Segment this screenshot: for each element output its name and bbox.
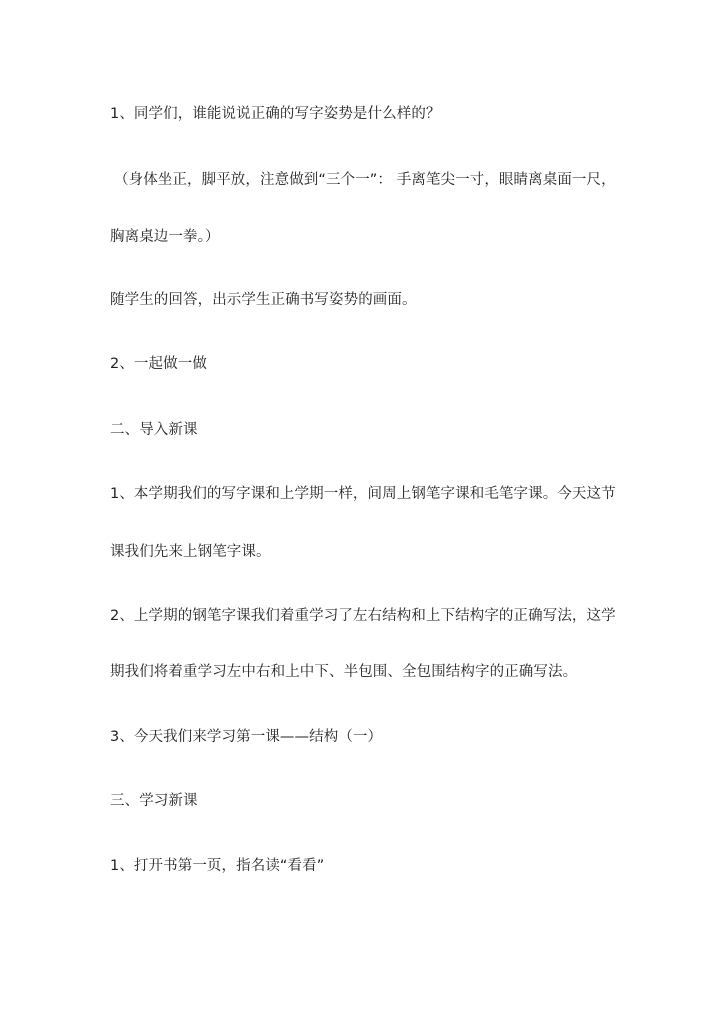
text-line-13: 1、打开书第一页，指名读“看看” xyxy=(110,858,325,874)
text-line-7: 1、本学期我们的写字课和上学期一样，间周上钢笔字课和毛笔字课。今天这节 xyxy=(110,486,616,502)
text-line-10: 期我们将着重学习左中右和上中下、半包围、全包围结构字的正确写法。 xyxy=(110,664,578,680)
text-line-9: 2、上学期的钢笔字课我们着重学习了左右结构和上下结构字的正确写法，这学 xyxy=(110,608,616,624)
text-line-2: （身体坐正，脚平放，注意做到“三个一”： 手离笔尖一寸，眼睛离桌面一尺， xyxy=(114,172,616,188)
text-line-4: 随学生的回答，出示学生正确书写姿势的画面。 xyxy=(110,292,417,308)
text-line-8: 课我们先来上钢笔字课。 xyxy=(110,544,271,560)
section-heading-2: 二、导入新课 xyxy=(110,422,198,438)
text-line-3: 胸离桌边一拳。） xyxy=(110,229,220,245)
section-heading-3: 三、学习新课 xyxy=(110,793,198,809)
text-line-11: 3、今天我们来学习第一课——结构（一） xyxy=(110,729,383,745)
text-line-1: 1、同学们，谁能说说正确的写字姿势是什么样的？ xyxy=(110,106,441,122)
text-line-5: 2、一起做一做 xyxy=(110,356,207,372)
